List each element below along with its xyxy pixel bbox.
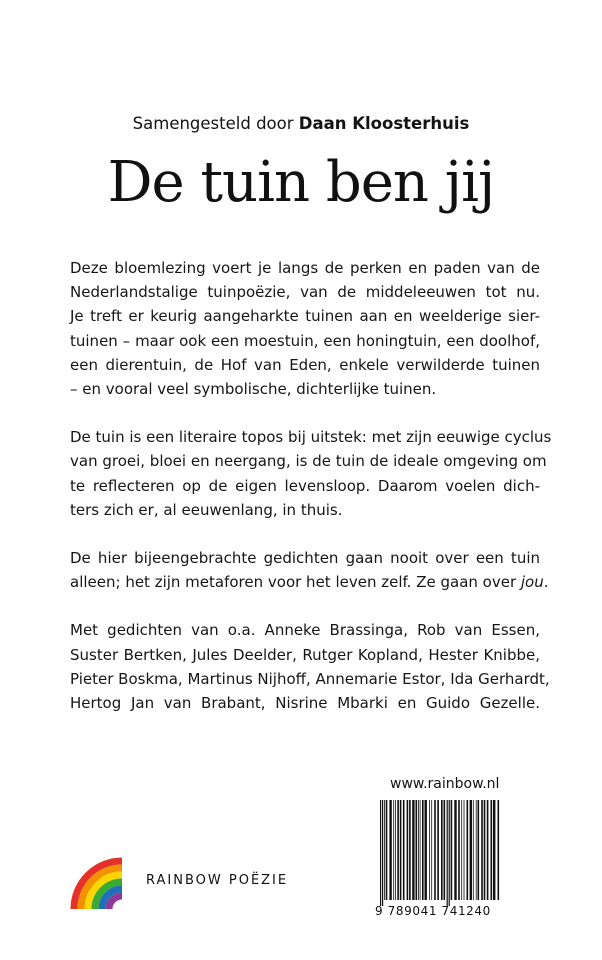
compiler-credit	[0, 114, 602, 133]
blurb-line: te reflecteren op de eigen levensloop. Daarom voelen dich-	[70, 476, 540, 495]
compiler-name: Daan Kloosterhuis	[298, 114, 470, 133]
blurb-line: van groei, bloei en neergang, is de tuin de ideale omgeving om	[70, 452, 547, 471]
blurb-line-with-emphasis	[70, 570, 549, 594]
blurb	[70, 256, 552, 739]
blurb-line-text: alleen; het zijn metaforen voor het leven zelf. Ze gaan over	[70, 573, 521, 592]
rainbow-logo-icon	[70, 853, 126, 909]
blurb-line: tuinen – maar ook een moestuin, een honingtuin, een doolhof,	[70, 331, 540, 350]
blurb-line: De hier bijeengebrachte gedichten gaan nooit over een tuin	[70, 549, 540, 568]
blurb-line: Hertog Jan van Brabant, Nisrine Mbarki en Guido Gezelle.	[70, 694, 540, 713]
blurb-paragraph-2	[70, 425, 552, 522]
blurb-line: Met gedichten van o.a. Anneke Brassinga, Rob van Essen,	[70, 621, 540, 640]
blurb-paragraph-3	[70, 546, 549, 594]
blurb-line-end: .	[543, 573, 549, 592]
isbn-number: 9 789041 741240	[375, 904, 491, 918]
barcode	[378, 800, 506, 908]
blurb-line: Nederlandstalige tuinpoëzie, van de middeleeuwen tot nu.	[70, 283, 540, 302]
blurb-line: Pieter Boskma, Martinus Nijhoff, Annemarie Estor, Ida Gerhardt,	[70, 669, 550, 688]
blurb-line: Suster Bertken, Jules Deelder, Rutger Kopland, Hester Knibbe,	[70, 645, 540, 664]
blurb-line: een dierentuin, de Hof van Eden, enkele verwilderde tuinen	[70, 355, 540, 374]
blurb-emphasis: jou	[520, 573, 544, 592]
barcode-icon	[378, 800, 506, 908]
publisher-name: RAINBOW POËZIE	[146, 873, 289, 888]
blurb-paragraph-4	[70, 618, 550, 715]
blurb-line: – en vooral veel symbolische, dichterlijke tuinen.	[70, 380, 437, 399]
blurb-line: De tuin is een literaire topos bij uitstek: met zijn eeuwige cyclus	[70, 428, 552, 447]
book-title: De tuin ben jij	[107, 150, 495, 215]
rainbow-logo	[70, 853, 126, 909]
blurb-line: ters zich er, al eeuwenlang, in thuis.	[70, 500, 343, 519]
publisher-website: www.rainbow.nl	[390, 776, 500, 792]
blurb-line: Deze bloemlezing voert je langs de perken en paden van de	[70, 259, 540, 277]
blurb-paragraph-1	[70, 256, 540, 401]
compiler-prefix: Samengesteld door	[132, 114, 299, 133]
blurb-line: Je treft er keurig aangeharkte tuinen aan en weelderige sier-	[70, 307, 540, 326]
